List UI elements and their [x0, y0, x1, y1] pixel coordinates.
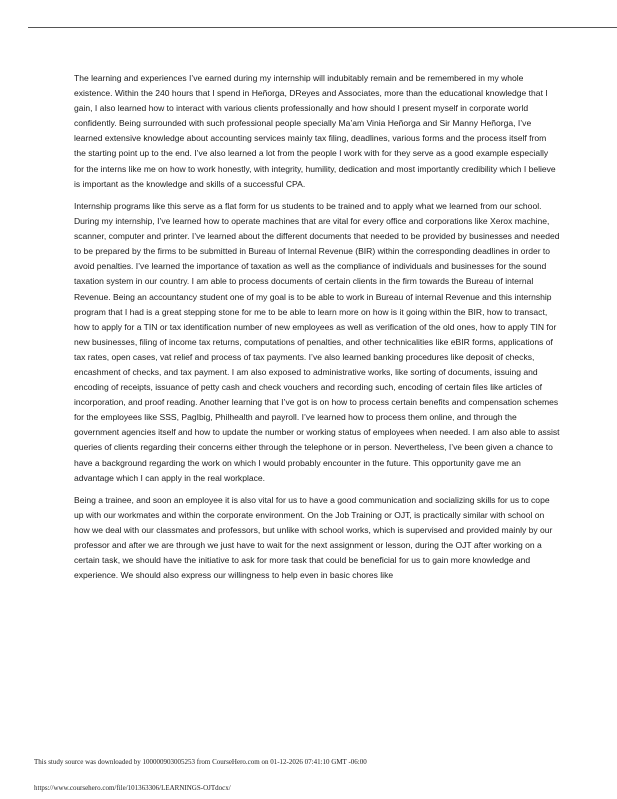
- paragraph-2: Internship programs like this serve as a flat form for us students to be trained and to apply what we learned from our school. During my internship, I’ve learned how to operate machines that are vital for every office and corporations like Xerox machine, scanner, computer and printer. I’ve learned about the different documents that needed to be provided by businesses and needed to be prepared by the firms to be submitted in Bureau of Internal Revenue (BIR) within the corresponding deadlines in order to avoid penalties. I’ve learned the importance of taxation as well as the compliance of individuals and businesses for the sound taxation system in our country. I am able to process documents of certain clients in the firm towards the Bureau of internal Revenue. Being an accountancy student one of my goal is to be able to work in Bureau of internal Revenue and this internship program that I had is a great stepping stone for me to be able to learn more on how is it going within the BIR, how to transact, how to apply for a TIN or tax identification number of new employees as well as verification of the old ones, how to apply TIN for new businesses, filing of income tax returns, computations of penalties, and other technicalities like eBIR forms, applications of tax rates, open cases, vat relief and process of tax payments. I’ve also learned banking procedures like deposit of checks, encashment of checks, and tax payment. I am also exposed to administrative works, like sorting of documents, issuing and encoding of receipts, issuance of petty cash and check vouchers and recording such, encoding of certain files like articles of incorporation, and proof reading. Another learning that I’ve got is on how to process certain benefits and compensation schemes for the employees like SSS, PagIbig, Philhealth and payroll. I’ve learned how to process them online, and through the government agencies itself and how to update the number or working status of employees when needed. I am also able to assist queries of clients regarding their concerns either through the telephone or in person. Nevertheless, I’ve been given a chance to have a background regarding the work on which I would probably encounter in the future. This opportunity gave me an advantage which I can apply in the real workplace.: [74, 200, 560, 483]
- document-body: [74, 71, 560, 591]
- paragraph-3: Being a trainee, and soon an employee it is also vital for us to have a good communication and socializing skills for us to cope up with our workmates and within the corporate environment. On the Job Training or OJT, is practically similar with school on how we deal with our classmates and professors, but unlike with school works, which is supervised and provided mainly by our professor and after we are through we just have to wait for the next assignment or lesson, during the OJT after working on a certain task, we should have the initiative to ask for more task that could be beneficial for us to gain more knowledge and experience. We should also express our willingness to help even in basic chores like: [74, 494, 553, 581]
- top-divider: [28, 27, 617, 28]
- paragraph-1: The learning and experiences I’ve earned during my internship will indubitably remain and be remembered in my whole existence. Within the 240 hours that I spend in Heñorga, DReyes and Associates, more than the educational knowledge that I gain, I also learned how to interact with various clients professionally and how should I present myself in corporate world confidently. Being surrounded with such professional people specially Ma’am Vinia Heñorga and Sir Manny Heñorga, I’ve learned extensive knowledge about accounting services mainly tax filing, deadlines, various forms and the process itself from the starting point up to the end. I’ve also learned a lot from the people I work with for they serve as a good example especially for the interns like me on how to work honestly, with integrity, humility, dedication and most importantly credibility which I believe is important as the knowledge and skills of a successful CPA.: [74, 73, 556, 189]
- source-url-link[interactable]: https://www.coursehero.com/file/101363306/LEARNINGS-OJTdocx/: [34, 784, 231, 792]
- download-notice: This study source was downloaded by 100000903005253 from CourseHero.com on 01-12-2026 07:41:10 GMT -06:00: [34, 758, 367, 766]
